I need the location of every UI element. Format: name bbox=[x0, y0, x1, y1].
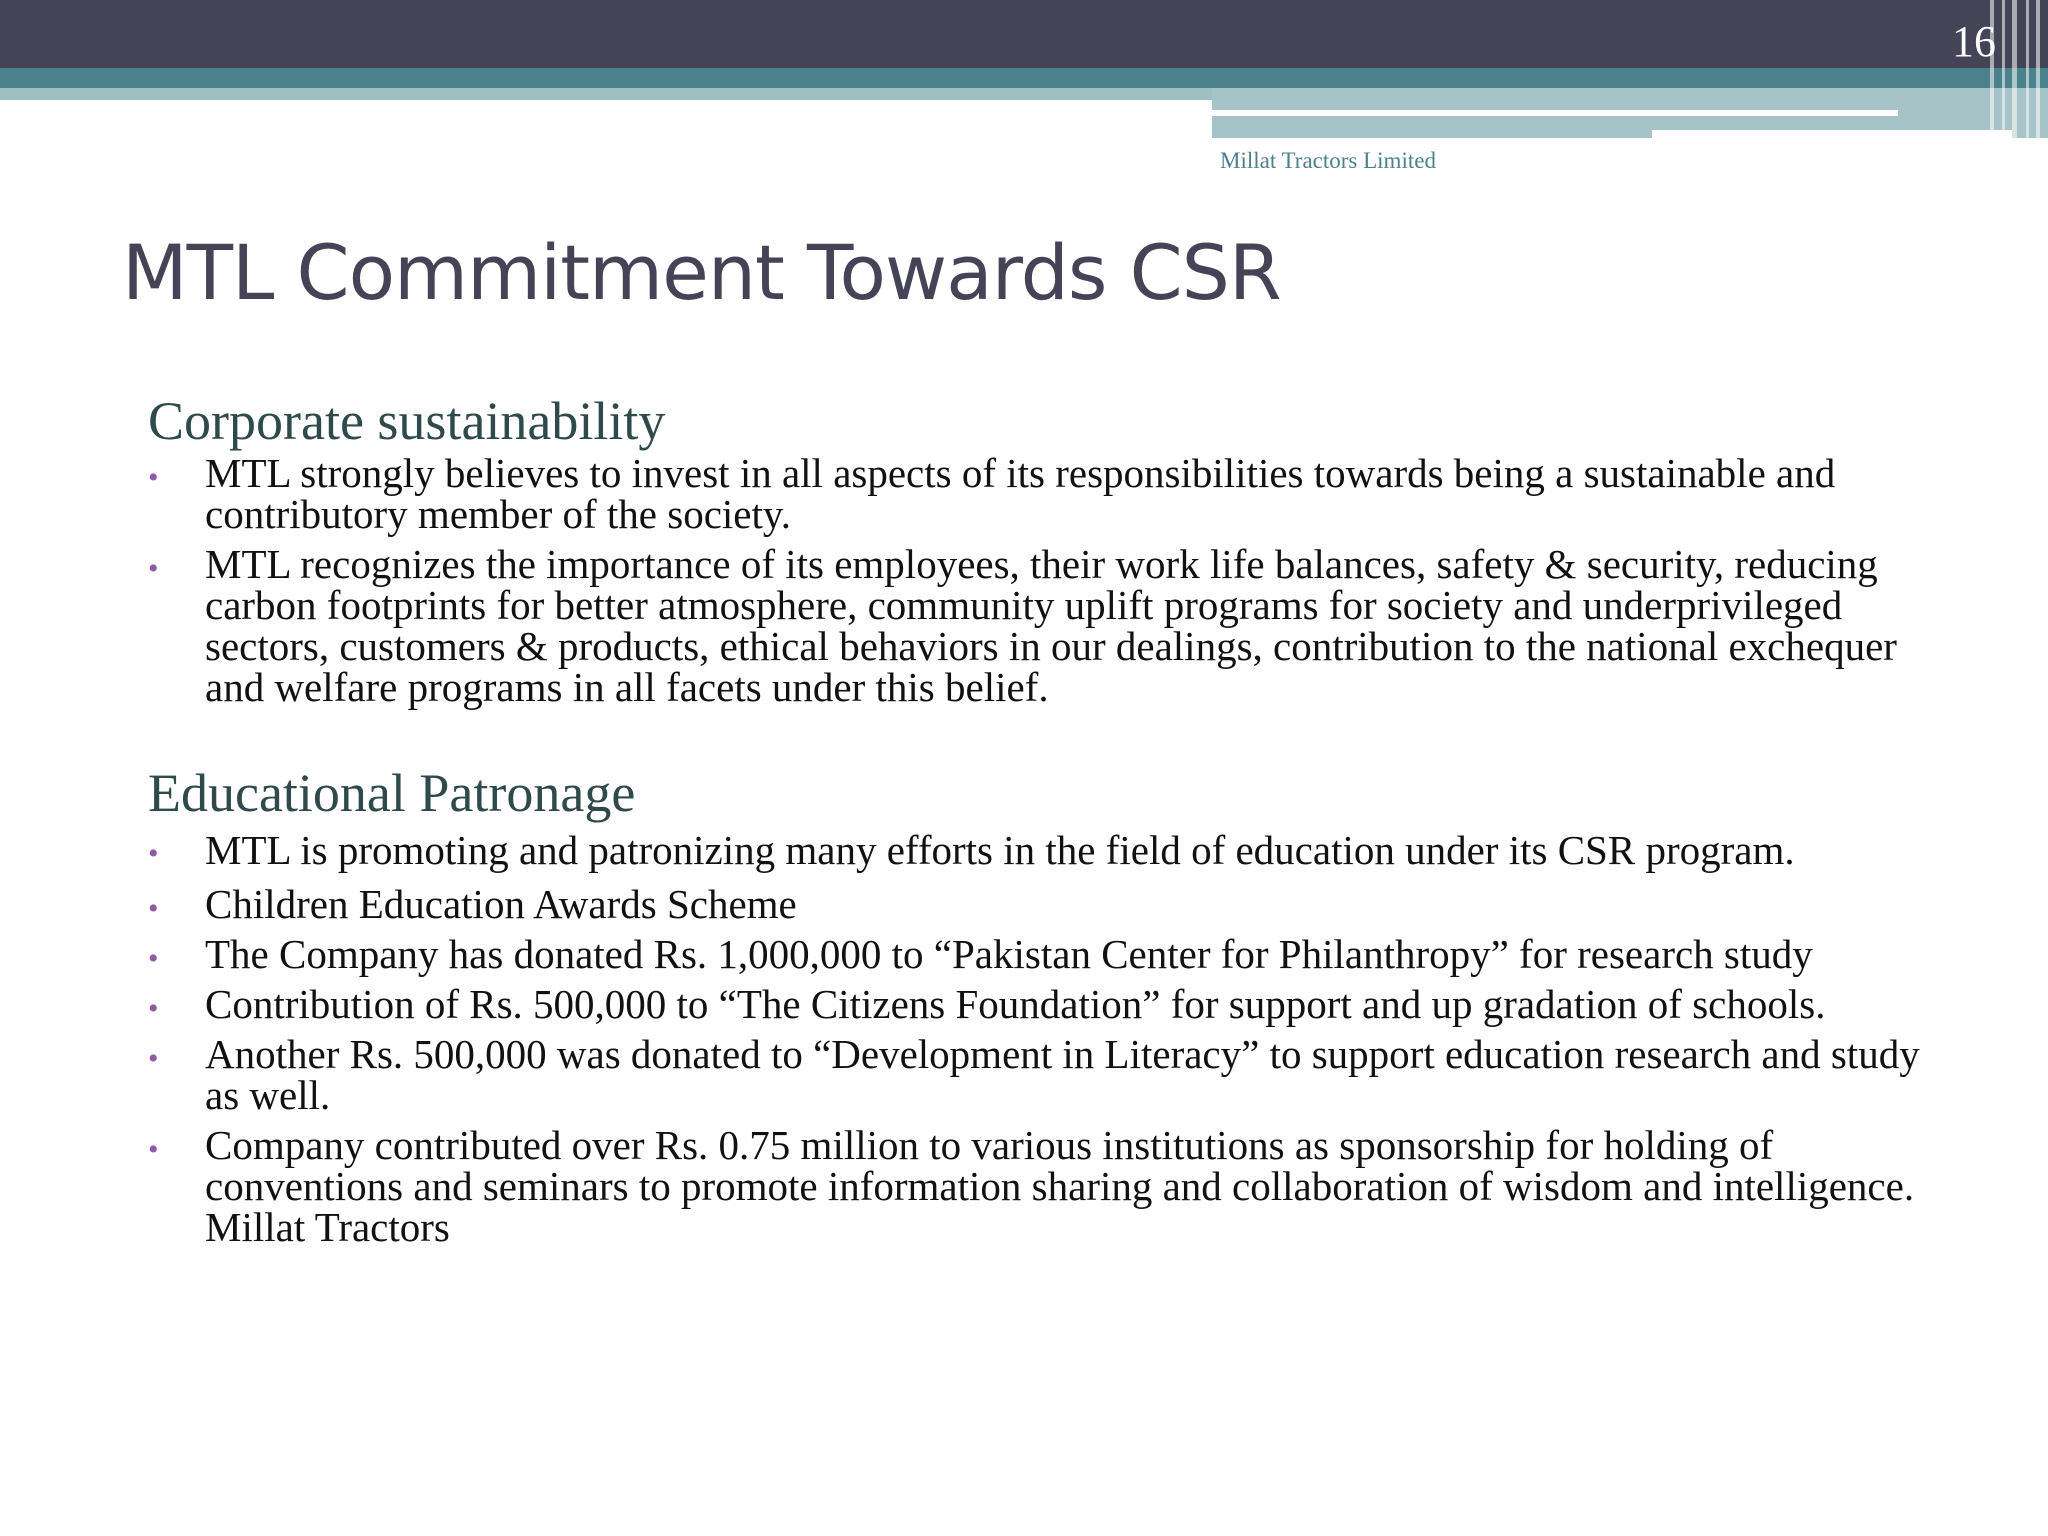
header-stripe bbox=[2026, 0, 2029, 138]
list-item bbox=[148, 450, 1948, 538]
section-corporate-sustainability bbox=[148, 392, 1948, 717]
header-white-line bbox=[1212, 110, 1898, 116]
bullet-list bbox=[148, 450, 1948, 711]
header-light-band bbox=[0, 88, 1212, 100]
section-heading: Educational Patronage bbox=[148, 763, 636, 823]
section-educational-patronage bbox=[148, 764, 1948, 1257]
page-number: 16 bbox=[1952, 17, 1996, 66]
header-dark-band bbox=[0, 0, 2048, 68]
list-item-text: The Company has donated Rs. 1,000,000 to “Pakistan Center for Philanthropy” for research study bbox=[205, 931, 1813, 978]
slide-title: MTL Commitment Towards CSR bbox=[122, 228, 1281, 317]
bullet-icon: • bbox=[148, 837, 159, 871]
list-item-text: MTL recognizes the importance of its employees, their work life balances, safety & security, reducing carbon footprints for better atmosphere, community uplift programs for society and underprivileged sectors, customers & products, ethical behaviors in our dealings, contribution to the national exchequer and welfare programs in all facets under this belief. bbox=[205, 541, 1897, 711]
bullet-icon: • bbox=[148, 992, 159, 1026]
header-white-line-short bbox=[1652, 130, 2012, 138]
list-item bbox=[148, 825, 1948, 875]
bullet-list bbox=[148, 825, 1948, 1251]
header-stripe bbox=[2012, 0, 2017, 138]
bullet-icon: • bbox=[148, 1133, 159, 1167]
bullet-icon: • bbox=[148, 892, 159, 926]
list-item-text: Company contributed over Rs. 0.75 million to various institutions as sponsorship for holding of conventions and seminars to promote information sharing and collaboration of wisdom and intelligence. Millat Tractors bbox=[205, 1122, 1915, 1251]
header-teal-band bbox=[0, 68, 2048, 88]
list-item bbox=[148, 1122, 1948, 1251]
header-stripe bbox=[2036, 0, 2040, 138]
list-item bbox=[148, 981, 1948, 1028]
bullet-icon: • bbox=[148, 461, 159, 495]
list-item-text: MTL strongly believes to invest in all aspects of its responsibilities towards being a sustainable and contributory member of the society. bbox=[205, 450, 1836, 538]
header-stripe bbox=[2002, 0, 2005, 138]
list-item-text: Contribution of Rs. 500,000 to “The Citizens Foundation” for support and up gradation of schools. bbox=[205, 981, 1826, 1028]
list-item bbox=[148, 541, 1948, 711]
list-item bbox=[148, 881, 1948, 928]
bullet-icon: • bbox=[148, 552, 159, 586]
bullet-icon: • bbox=[148, 1042, 159, 1076]
list-item-text: Another Rs. 500,000 was donated to “Development in Literacy” to support education research and study as well. bbox=[205, 1031, 1920, 1119]
list-item bbox=[148, 931, 1948, 978]
list-item-text: MTL is promoting and patronizing many efforts in the field of education under its CSR program. bbox=[205, 827, 1795, 874]
section-heading: Corporate sustainability bbox=[148, 391, 666, 451]
bullet-icon: • bbox=[148, 942, 159, 976]
list-item bbox=[148, 1031, 1948, 1119]
list-item-text: Children Education Awards Scheme bbox=[205, 881, 797, 928]
company-name: Millat Tractors Limited bbox=[1220, 148, 1436, 173]
